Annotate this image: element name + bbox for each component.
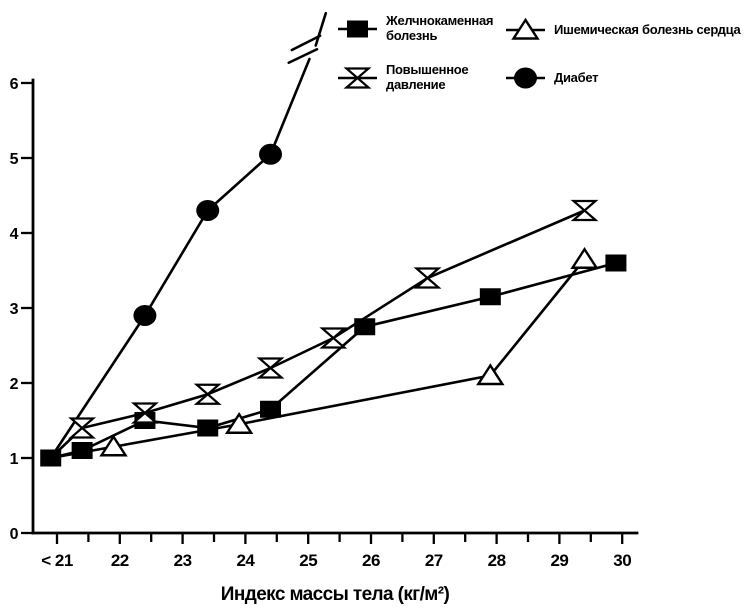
x-tick-label: 22 [110, 551, 129, 570]
x-tick-label: < 21 [41, 551, 73, 570]
legend-item-diabetes [502, 57, 746, 99]
circle-marker [196, 200, 219, 221]
x-tick-label: 26 [362, 551, 380, 570]
axis-break-icon [289, 36, 320, 63]
y-tick-labels [10, 76, 19, 543]
x-tick-label: 23 [173, 551, 192, 570]
square-marker [354, 318, 375, 335]
bowtie-marker [322, 329, 344, 348]
series-line-diabetes [51, 13, 326, 458]
square-marker [40, 450, 61, 467]
bowtie-marker [574, 201, 596, 220]
bowtie-marker [260, 359, 282, 378]
y-tick-label: 0 [9, 526, 18, 543]
circle-marker [514, 68, 537, 89]
legend-circle-icon [502, 57, 549, 99]
x-tick-label: 27 [424, 551, 443, 570]
circle-marker [259, 144, 282, 165]
series-line-hypertension [51, 211, 585, 459]
square-marker [260, 401, 281, 418]
bowtie-marker [417, 269, 439, 288]
x-tick-labels [41, 551, 631, 570]
x-tick-label: 28 [487, 551, 506, 570]
bowtie-marker [71, 419, 93, 438]
x-tick-label: 24 [236, 551, 255, 570]
triangle-marker [573, 249, 597, 268]
y-tick-label: 4 [9, 226, 18, 243]
legend-label: Ишемическая болезнь сердца [554, 21, 741, 37]
legend-item-gallstones [334, 8, 504, 50]
legend-item-ischemic-heart-disease [502, 9, 746, 51]
legend-triangle-icon [502, 9, 549, 51]
legend-label: Повышенное давление [386, 62, 469, 92]
square-marker [605, 255, 626, 272]
bowtie-marker [197, 385, 219, 404]
y-tick-label: 5 [9, 151, 18, 168]
square-marker [480, 288, 501, 305]
legend-label: Диабет [554, 69, 599, 85]
triangle-marker [478, 366, 502, 385]
x-tick-label: 25 [299, 551, 318, 570]
y-tick-label: 3 [9, 301, 18, 318]
square-marker [72, 442, 93, 459]
square-marker [347, 21, 368, 38]
y-tick-label: 1 [9, 451, 18, 468]
legend-square-icon [334, 8, 381, 50]
y-tick-label: 6 [9, 76, 18, 93]
axes [21, 80, 637, 544]
x-axis-title: Индекс массы тела (кг/м²) [220, 584, 450, 605]
circle-marker [133, 305, 156, 326]
square-marker [197, 420, 218, 437]
y-tick-label: 2 [9, 376, 18, 393]
legend-item-hypertension [334, 57, 504, 99]
x-tick-label: 30 [613, 551, 632, 570]
legend-bowtie-icon [334, 57, 381, 99]
x-tick-label: 29 [550, 551, 569, 570]
series-markers-gallstones [40, 255, 626, 467]
legend-label: Желчнокаменная болезнь [386, 13, 494, 43]
